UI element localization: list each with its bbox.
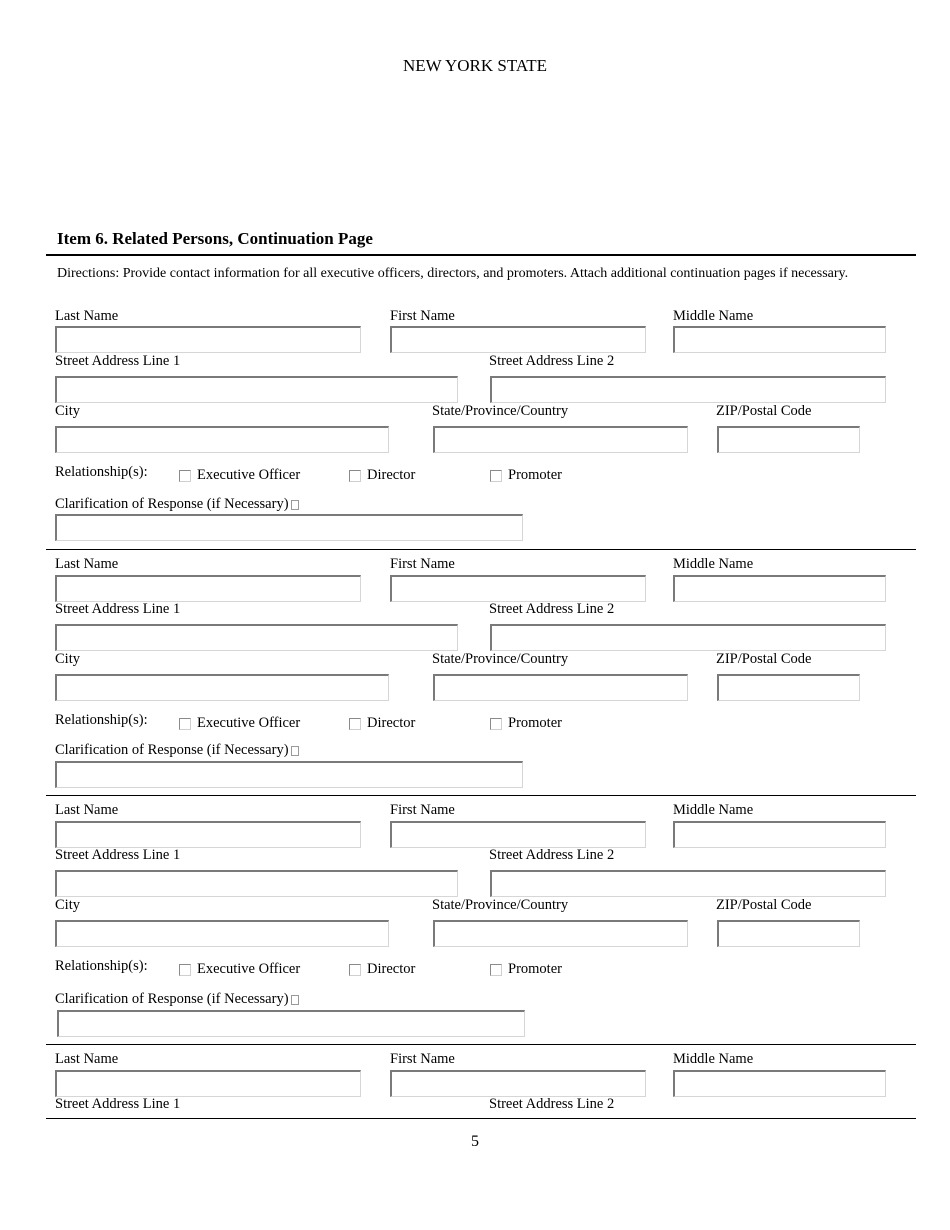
last-name-input[interactable] — [55, 821, 361, 848]
clarification-glyph-icon — [291, 746, 299, 756]
first-name-input[interactable] — [390, 1070, 646, 1097]
clarification-label: Clarification of Response (if Necessary) — [55, 496, 299, 513]
executive-officer-checkbox[interactable] — [179, 470, 191, 482]
street1-label: Street Address Line 1 — [55, 847, 181, 863]
last-name-input[interactable] — [55, 326, 361, 353]
title-rule — [46, 254, 916, 256]
page-header-title: NEW YORK STATE — [402, 56, 548, 75]
middle-name-label: Middle Name — [673, 802, 754, 818]
city-input[interactable] — [55, 674, 389, 701]
street2-label: Street Address Line 2 — [489, 353, 615, 369]
block-separator — [46, 795, 916, 796]
page-bottom-rule — [46, 1118, 916, 1119]
executive-officer-checkbox[interactable] — [179, 718, 191, 730]
directions-text: Directions: Provide contact information for all executive officers, directors, and promoters. Attach additional continuation pages if necessary. — [57, 266, 849, 281]
promoter-option[interactable] — [490, 961, 562, 978]
city-label: City — [55, 651, 80, 667]
middle-name-label: Middle Name — [673, 556, 754, 572]
director-label: Director — [367, 467, 416, 483]
zip-label: ZIP/Postal Code — [716, 403, 812, 419]
clarification-input[interactable] — [55, 761, 523, 788]
street2-input[interactable] — [490, 624, 886, 651]
street2-label: Street Address Line 2 — [489, 847, 615, 863]
first-name-label: First Name — [390, 802, 455, 818]
first-name-input[interactable] — [390, 821, 646, 848]
street2-input[interactable] — [490, 376, 886, 403]
street1-input[interactable] — [55, 376, 458, 403]
promoter-label: Promoter — [508, 467, 562, 483]
street2-label: Street Address Line 2 — [489, 601, 615, 617]
last-name-label: Last Name — [55, 802, 119, 818]
promoter-option[interactable] — [490, 715, 562, 732]
last-name-label: Last Name — [55, 308, 119, 324]
first-name-label: First Name — [390, 556, 455, 572]
first-name-label: First Name — [390, 308, 455, 324]
first-name-input[interactable] — [390, 575, 646, 602]
director-option[interactable] — [349, 961, 415, 978]
relationship-label: Relationship(s): — [55, 712, 148, 728]
state-label: State/Province/Country — [432, 403, 569, 419]
street2-label: Street Address Line 2 — [489, 1096, 615, 1112]
relationship-label: Relationship(s): — [55, 958, 148, 974]
block-separator — [46, 549, 916, 550]
executive-officer-checkbox[interactable] — [179, 964, 191, 976]
director-label: Director — [367, 715, 416, 731]
street1-input[interactable] — [55, 870, 458, 897]
block-separator — [46, 1044, 916, 1045]
executive-officer-label: Executive Officer — [197, 961, 301, 977]
middle-name-input[interactable] — [673, 575, 886, 602]
promoter-option[interactable] — [490, 467, 562, 484]
clarification-glyph-icon — [291, 995, 299, 1005]
street1-label: Street Address Line 1 — [55, 353, 181, 369]
middle-name-label: Middle Name — [673, 308, 754, 324]
clarification-label: Clarification of Response (if Necessary) — [55, 742, 299, 759]
relationship-label: Relationship(s): — [55, 464, 148, 480]
middle-name-input[interactable] — [673, 821, 886, 848]
last-name-label: Last Name — [55, 1051, 119, 1067]
middle-name-input[interactable] — [673, 1070, 886, 1097]
state-input[interactable] — [433, 674, 688, 701]
street1-input[interactable] — [55, 624, 458, 651]
executive-officer-label: Executive Officer — [197, 715, 301, 731]
executive-officer-label: Executive Officer — [197, 467, 301, 483]
first-name-label: First Name — [390, 1051, 455, 1067]
street1-label: Street Address Line 1 — [55, 601, 181, 617]
street1-label: Street Address Line 1 — [55, 1096, 181, 1112]
city-label: City — [55, 897, 80, 913]
last-name-input[interactable] — [55, 1070, 361, 1097]
first-name-input[interactable] — [390, 326, 646, 353]
executive-officer-option[interactable] — [179, 467, 300, 484]
promoter-checkbox[interactable] — [490, 964, 502, 976]
city-input[interactable] — [55, 426, 389, 453]
city-input[interactable] — [55, 920, 389, 947]
clarification-glyph-icon — [291, 500, 299, 510]
clarification-input[interactable] — [57, 1010, 525, 1037]
state-input[interactable] — [433, 920, 688, 947]
state-label: State/Province/Country — [432, 651, 569, 667]
city-label: City — [55, 403, 80, 419]
director-label: Director — [367, 961, 416, 977]
last-name-input[interactable] — [55, 575, 361, 602]
promoter-label: Promoter — [508, 715, 562, 731]
promoter-checkbox[interactable] — [490, 718, 502, 730]
middle-name-input[interactable] — [673, 326, 886, 353]
zip-label: ZIP/Postal Code — [716, 897, 812, 913]
director-option[interactable] — [349, 467, 415, 484]
zip-input[interactable] — [717, 920, 860, 947]
zip-input[interactable] — [717, 426, 860, 453]
clarification-input[interactable] — [55, 514, 523, 541]
zip-input[interactable] — [717, 674, 860, 701]
zip-label: ZIP/Postal Code — [716, 651, 812, 667]
director-checkbox[interactable] — [349, 718, 361, 730]
director-checkbox[interactable] — [349, 964, 361, 976]
state-label: State/Province/Country — [432, 897, 569, 913]
item-title: Item 6. Related Persons, Continuation Page — [57, 229, 373, 248]
middle-name-label: Middle Name — [673, 1051, 754, 1067]
promoter-checkbox[interactable] — [490, 470, 502, 482]
last-name-label: Last Name — [55, 556, 119, 572]
director-option[interactable] — [349, 715, 415, 732]
state-input[interactable] — [433, 426, 688, 453]
clarification-label: Clarification of Response (if Necessary) — [55, 991, 299, 1008]
executive-officer-option[interactable] — [179, 715, 300, 732]
street2-input[interactable] — [490, 870, 886, 897]
page-number: 5 — [471, 1133, 479, 1150]
promoter-label: Promoter — [508, 961, 562, 977]
director-checkbox[interactable] — [349, 470, 361, 482]
executive-officer-option[interactable] — [179, 961, 300, 978]
